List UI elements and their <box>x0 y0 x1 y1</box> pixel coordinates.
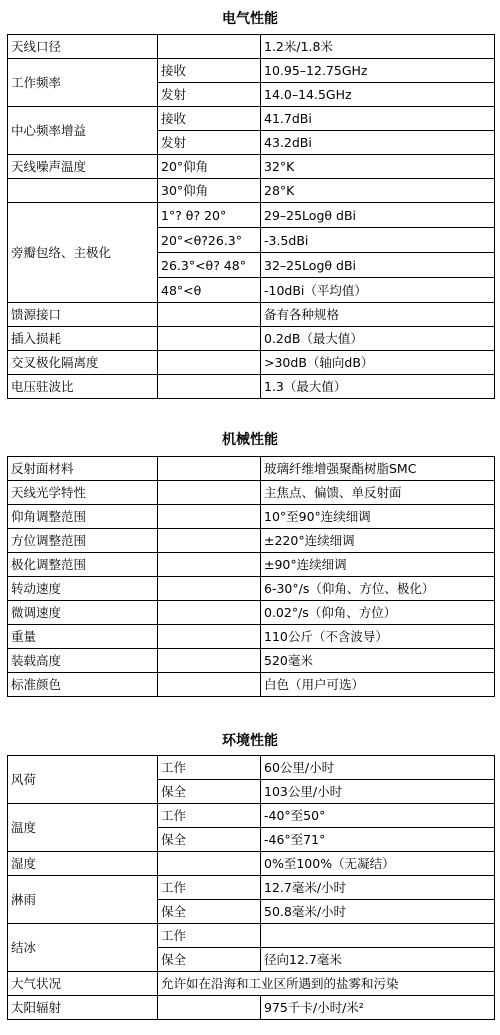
row-value <box>261 924 495 948</box>
row-value: 29–25Logθ dBi <box>261 203 495 228</box>
row-value: 60公里/小时 <box>261 756 495 780</box>
row-sub-label: 26.3°<θ? 48° <box>158 253 261 278</box>
table-row <box>8 351 495 375</box>
row-label: 温度 <box>8 804 158 852</box>
row-label: 极化调整范围 <box>8 553 158 577</box>
table-row <box>8 457 495 481</box>
table-row <box>8 996 495 1020</box>
table-row <box>8 203 495 228</box>
table-row <box>8 924 495 948</box>
row-value: 520毫米 <box>261 649 495 673</box>
row-value: 10.95–12.75GHz <box>261 59 495 83</box>
row-sub-label <box>158 457 261 481</box>
table-row <box>8 179 495 203</box>
row-value: ±220°连续细调 <box>261 529 495 553</box>
row-value: 14.0–14.5GHz <box>261 83 495 107</box>
row-sub-label <box>158 852 261 876</box>
row-value: 103公里/小时 <box>261 780 495 804</box>
row-value: 12.7毫米/小时 <box>261 876 495 900</box>
row-label: 工作频率 <box>8 59 158 107</box>
row-sub-label <box>158 351 261 375</box>
row-sub-label: 接收 <box>158 107 261 131</box>
row-value: 50.8毫米/小时 <box>261 900 495 924</box>
row-label: 反射面材料 <box>8 457 158 481</box>
row-label: 中心频率增益 <box>8 107 158 155</box>
table-row <box>8 553 495 577</box>
row-sub-label <box>158 481 261 505</box>
row-sub-label <box>158 303 261 327</box>
environmental-section-title: 环境性能 <box>222 733 278 749</box>
row-sub-label <box>158 375 261 399</box>
row-label <box>8 179 158 203</box>
row-sub-label: 发射 <box>158 83 261 107</box>
row-value: 白色（用户可选） <box>261 673 495 697</box>
row-sub-label <box>158 553 261 577</box>
table-row <box>8 601 495 625</box>
row-value: 0%至100%（无凝结） <box>261 852 495 876</box>
row-sub-label <box>158 601 261 625</box>
row-value: 43.2dBi <box>261 131 495 155</box>
row-value: 允许如在沿海和工业区所遇到的盐雾和污染 <box>158 972 495 996</box>
row-label: 天线光学特性 <box>8 481 158 505</box>
row-value: 110公斤（不含波导） <box>261 625 495 649</box>
row-label: 湿度 <box>8 852 158 876</box>
row-sub-label <box>158 577 261 601</box>
table-row <box>8 155 495 179</box>
row-value: 1.2米/1.8米 <box>261 35 495 59</box>
table-row <box>8 35 495 59</box>
row-label: 方位调整范围 <box>8 529 158 553</box>
row-label: 微调速度 <box>8 601 158 625</box>
row-label: 太阳辐射 <box>8 996 158 1020</box>
row-sub-label <box>158 35 261 59</box>
row-label: 仰角调整范围 <box>8 505 158 529</box>
row-label: 重量 <box>8 625 158 649</box>
row-label: 标准颜色 <box>8 673 158 697</box>
row-value: 28°K <box>261 179 495 203</box>
row-value: 32–25Logθ dBi <box>261 253 495 278</box>
row-value: 0.02°/s（仰角、方位） <box>261 601 495 625</box>
row-value: -40°至50° <box>261 804 495 828</box>
row-value: 6-30°/s（仰角、方位、极化） <box>261 577 495 601</box>
table-row <box>8 577 495 601</box>
row-value: -3.5dBi <box>261 228 495 253</box>
row-sub-label <box>158 625 261 649</box>
row-label: 大气状况 <box>8 972 158 996</box>
row-label: 馈源接口 <box>8 303 158 327</box>
row-value: 0.2dB（最大值） <box>261 327 495 351</box>
row-value: 10°至90°连续细调 <box>261 505 495 529</box>
row-sub-label: 工作 <box>158 876 261 900</box>
row-sub-label: 发射 <box>158 131 261 155</box>
row-sub-label <box>158 327 261 351</box>
row-value: 备有各种规格 <box>261 303 495 327</box>
environmental-spec-table <box>7 755 495 1020</box>
row-value: 主焦点、偏馈、单反射面 <box>261 481 495 505</box>
row-sub-label: 保全 <box>158 828 261 852</box>
row-sub-label: 20°仰角 <box>158 155 261 179</box>
table-row <box>8 876 495 900</box>
table-row <box>8 972 495 996</box>
row-label: 装载高度 <box>8 649 158 673</box>
row-value: ±90°连续细调 <box>261 553 495 577</box>
table-row <box>8 375 495 399</box>
table-row <box>8 756 495 780</box>
row-value: -10dBi（平均值） <box>261 278 495 303</box>
table-row <box>8 529 495 553</box>
row-label: 插入损耗 <box>8 327 158 351</box>
row-label: 天线口径 <box>8 35 158 59</box>
row-sub-label: 30°仰角 <box>158 179 261 203</box>
row-sub-label: 保全 <box>158 900 261 924</box>
table-row <box>8 59 495 83</box>
row-label: 淋雨 <box>8 876 158 924</box>
row-label: 转动速度 <box>8 577 158 601</box>
table-row <box>8 481 495 505</box>
table-row <box>8 625 495 649</box>
table-row <box>8 107 495 131</box>
table-row <box>8 804 495 828</box>
mechanical-spec-table <box>7 456 495 697</box>
row-sub-label: 工作 <box>158 924 261 948</box>
row-sub-label: 工作 <box>158 804 261 828</box>
row-sub-label: 工作 <box>158 756 261 780</box>
row-sub-label <box>158 996 261 1020</box>
row-value: -46°至71° <box>261 828 495 852</box>
row-label: 天线噪声温度 <box>8 155 158 179</box>
row-label: 结冰 <box>8 924 158 972</box>
row-sub-label: 保全 <box>158 780 261 804</box>
row-value: 玻璃纤维增强聚酯树脂SMC <box>261 457 495 481</box>
row-value: 32°K <box>261 155 495 179</box>
row-sub-label <box>158 529 261 553</box>
row-value: 41.7dBi <box>261 107 495 131</box>
row-sub-label: 20°<θ?26.3° <box>158 228 261 253</box>
electrical-spec-table <box>7 34 495 399</box>
mechanical-section-title: 机械性能 <box>222 432 278 448</box>
row-value: 1.3（最大值） <box>261 375 495 399</box>
electrical-section-title: 电气性能 <box>222 11 278 27</box>
table-row <box>8 852 495 876</box>
row-value: 975千卡/小时/米² <box>261 996 495 1020</box>
row-sub-label: 1°? θ? 20° <box>158 203 261 228</box>
table-row <box>8 303 495 327</box>
table-row <box>8 673 495 697</box>
row-value: >30dB（轴向dB） <box>261 351 495 375</box>
row-label: 交叉极化隔离度 <box>8 351 158 375</box>
table-row <box>8 327 495 351</box>
row-value: 径向12.7毫米 <box>261 948 495 972</box>
row-sub-label <box>158 649 261 673</box>
table-row <box>8 649 495 673</box>
row-label: 电压驻波比 <box>8 375 158 399</box>
row-sub-label <box>158 673 261 697</box>
row-sub-label <box>158 505 261 529</box>
row-label: 风荷 <box>8 756 158 804</box>
row-label: 旁瓣包络、主极化 <box>8 203 158 303</box>
row-sub-label: 保全 <box>158 948 261 972</box>
row-sub-label: 接收 <box>158 59 261 83</box>
row-sub-label: 48°<θ <box>158 278 261 303</box>
table-row <box>8 505 495 529</box>
